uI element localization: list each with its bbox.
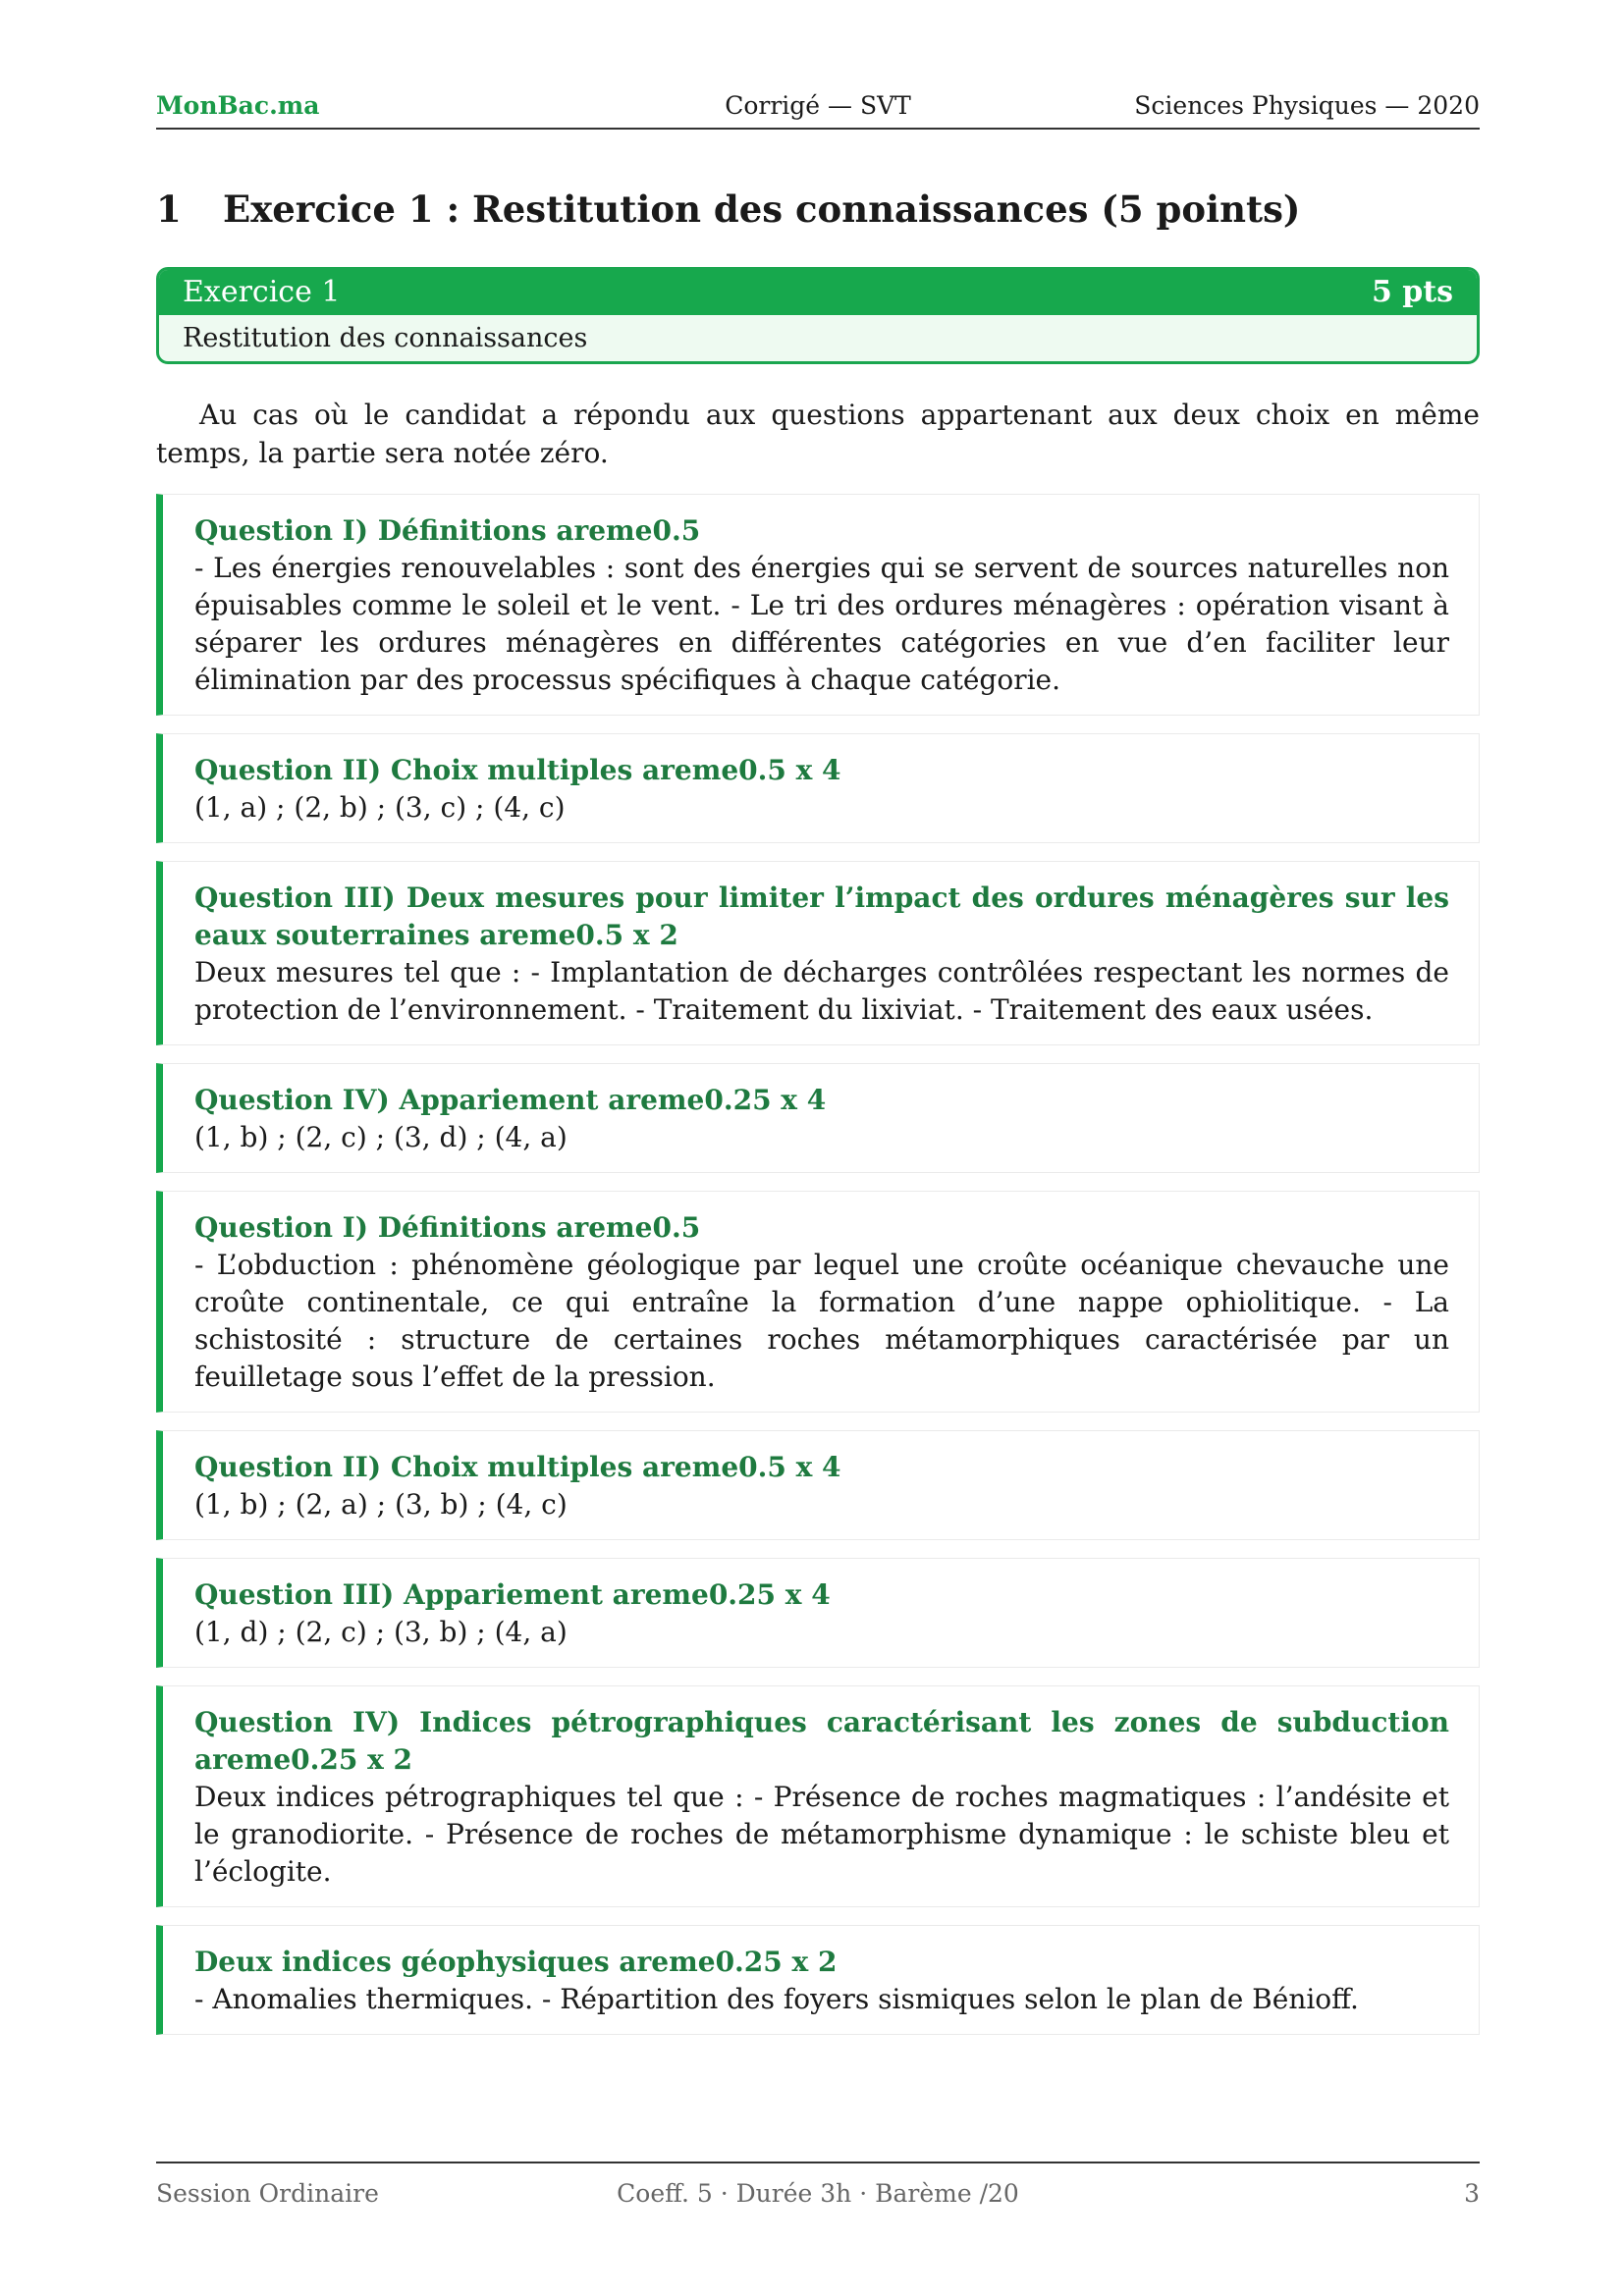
question-answer: - L’obduction : phénomène géologique par lequel une croûte océanique chevauche une croûte continentale, ce qui entraîne la formation d’une nappe ophiolitique. - La schistosité : structure de certaines roches métamorphiques caractérisée par un feuilletage sous l’effet de la pression. [194,1249,1449,1393]
question-card [156,733,1480,843]
question-title: Question I) Définitions areme0.5 [194,1211,701,1244]
page-header [156,92,1480,130]
exercise-subtitle: Restitution des connaissances [183,323,588,353]
footer-session: Session Ordinaire [156,2179,379,2208]
exercise-points: 5 pts [1371,275,1453,309]
question-card [156,1685,1480,1907]
question-card [156,494,1480,716]
section-number: 1 [156,187,182,231]
question-card [156,1191,1480,1413]
page-footer [156,2162,1480,2213]
questions-list [156,494,1480,2053]
question-answer: (1, b) ; (2, a) ; (3, b) ; (4, c) [194,1488,568,1521]
exercise-box [156,267,1480,364]
header-subject: Corrigé — SVT [725,91,911,120]
question-card [156,1558,1480,1668]
question-card [156,1925,1480,2035]
header-series: Sciences Physiques — 2020 [1134,91,1480,120]
page-number: 3 [1464,2179,1480,2208]
question-answer: Deux indices pétrographiques tel que : - Présence de roches magmatiques : l’andésite et le granodiorite. - Présence de roches de métamorphisme dynamique : le schiste bleu et l’éclogite. [194,1781,1449,1888]
question-title: Question IV) Indices pétrographiques caractérisant les zones de subduction areme0.25 x 2 [194,1706,1449,1776]
question-title: Question III) Appariement areme0.25 x 4 [194,1578,831,1611]
intro-paragraph: Au cas où le candidat a répondu aux questions appartenant aux deux choix en même temps, la partie sera notée zéro. [156,399,1480,469]
exercise-label: Exercice 1 [183,275,341,309]
question-title: Question III) Deux mesures pour limiter l’impact des ordures ménagères sur les eaux souterraines areme0.5 x 2 [194,881,1449,951]
question-answer: Deux mesures tel que : - Implantation de décharges contrôlées respectant les normes de protection de l’environnement. - Traitement du lixiviat. - Traitement des eaux usées. [194,956,1449,1026]
question-card [156,1430,1480,1540]
question-title: Question I) Définitions areme0.5 [194,514,701,547]
question-title: Question IV) Appariement areme0.25 x 4 [194,1084,827,1116]
question-card [156,861,1480,1045]
brand-name: MonBac.ma [156,91,320,120]
question-title: Question II) Choix multiples areme0.5 x 4 [194,754,841,786]
question-answer: (1, b) ; (2, c) ; (3, d) ; (4, a) [194,1121,568,1153]
question-answer: - Anomalies thermiques. - Répartition des foyers sismiques selon le plan de Bénioff. [194,1983,1359,2015]
section-heading [156,185,1480,234]
exercise-box-header [159,270,1477,315]
question-answer: (1, a) ; (2, b) ; (3, c) ; (4, c) [194,791,566,824]
question-title: Deux indices géophysiques areme0.25 x 2 [194,1946,838,1978]
footer-info: Coeff. 5 · Durée 3h · Barème /20 [617,2179,1019,2208]
question-answer: (1, d) ; (2, c) ; (3, b) ; (4, a) [194,1616,568,1648]
question-answer: - Les énergies renouvelables : sont des énergies qui se servent de sources naturelles non épuisables comme le soleil et le vent. - Le tri des ordures ménagères : opération visant à séparer les ordures ménagères en différentes catégories en vue d’en faciliter leur élimination par des processus spécifiques à chaque catégorie. [194,552,1449,696]
section-title: Exercice 1 : Restitution des connaissances (5 points) [223,187,1301,231]
question-title: Question II) Choix multiples areme0.5 x 4 [194,1451,841,1483]
question-card [156,1063,1480,1173]
